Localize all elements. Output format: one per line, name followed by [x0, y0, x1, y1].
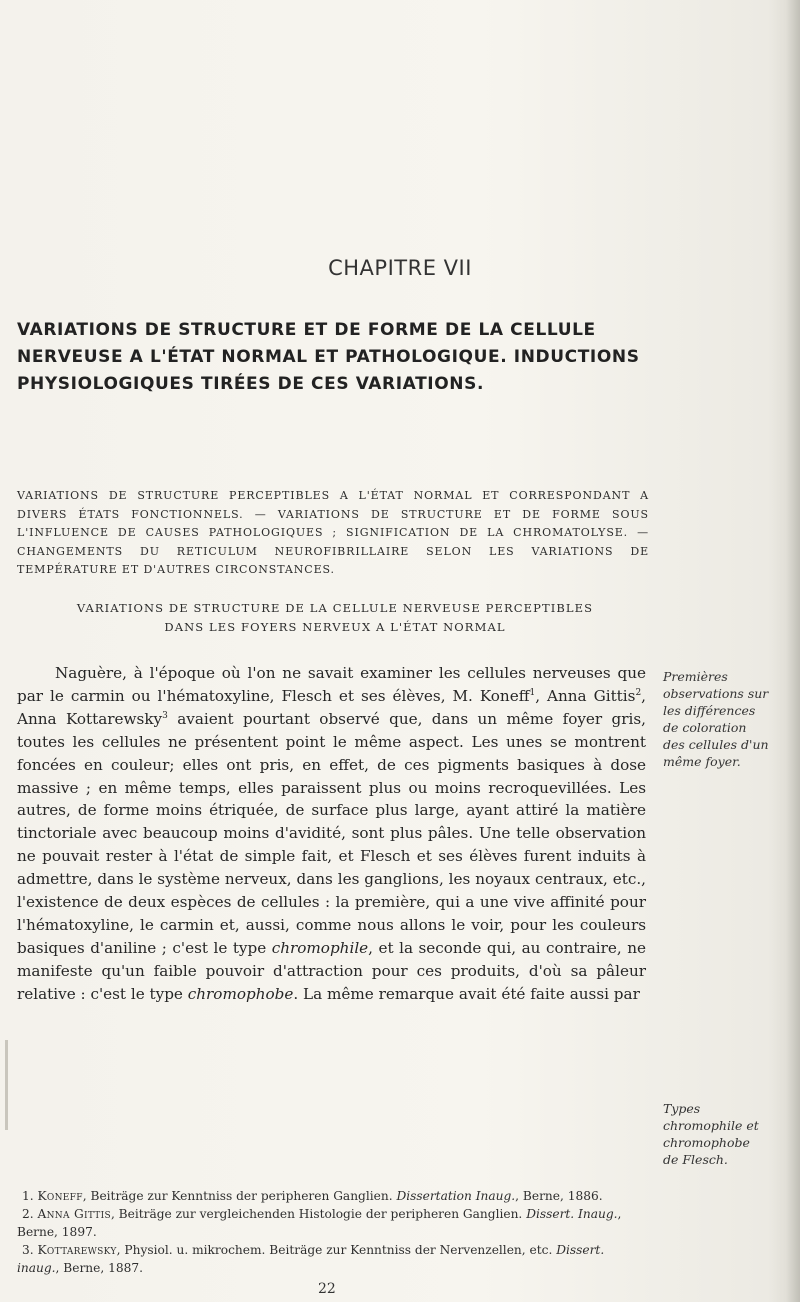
footnote-author: Kottarewsky [37, 1243, 117, 1258]
footnote-text: , Beiträge zur Kenntniss der peripheren Ganglien. [82, 1189, 397, 1203]
footnote-2 [17, 1206, 647, 1241]
footnote-title: Dissertation Inaug. [396, 1189, 516, 1203]
footnote-ref-3: 3 [162, 710, 168, 721]
footnote-number: 2. [22, 1207, 34, 1222]
paragraph-1 [17, 662, 646, 1006]
term-chromophile: chromophile [271, 938, 369, 957]
main-heading: VARIATIONS DE STRUCTURE ET DE FORME DE LA CELLULE NERVEUSE A L'ÉTAT NORMAL ET PATHOLOGIQUE. INDUCTIONS PHYSIOLOGIQUES TIRÉES DE CES VARIATIONS. [17, 320, 640, 394]
page-edge-shadow [786, 0, 800, 1302]
body-paragraph [17, 662, 646, 1006]
margin-note-observations: Premières observations sur les différences de coloration des cellules d'un même foyer. [663, 669, 769, 769]
footnote-text: , Beiträge zur vergleichenden Histologie der peripheren Ganglien. [110, 1207, 527, 1222]
text-segment: , et la seconde qui, au contraire, ne manifeste qu'un faible pouvoir d'attraction pour ces produits, d'où sa pâleur relative : c'est le type [17, 938, 646, 1003]
section-heading [0, 599, 670, 637]
margin-rule [5, 1040, 8, 1130]
footnote-title: Dissert. Inaug. [526, 1207, 618, 1222]
text-segment: Naguère, à l'époque où l'on ne savait examiner les cellules nerveuses que par le carmin ou l'hématoxyline, Flesch et ses élèves, M. Koneff [17, 664, 646, 705]
term-chromophobe: chromophobe [187, 984, 294, 1003]
footnote-1 [17, 1188, 647, 1205]
page-number: 22 [318, 1281, 336, 1297]
footnote-3 [17, 1242, 647, 1277]
footnote-number: 1. [22, 1189, 34, 1203]
text-segment: avaient pourtant observé que, dans un même foyer gris, toutes les cellules ne présentent point le même aspect. Les unes se montrent foncées en couleur; elles ont pris, en effet, de ces pigments basiques à dose massive ; en même temps, elles paraissent plus ou moins recroquevillées. Les autres, de forme moins étriquée, de surface plus large, ayant attiré la matière tinctoriale avec beaucoup moins d'avidité, sont plus pâles. Une telle observation ne pouvait rester à l'état de simple fait, et Flesch et ses élèves furent induits à admettre, dans le système nerveux, dans les ganglions, les noyaux centraux, etc., l'existence de deux espèces de cellules : la première, qui a une vive affinité pour l'hématoxyline, le carmin et, aussi, comme nous allons le voir, pour les couleurs basiques d'aniline ; c'est le type [17, 709, 646, 957]
section-heading-line-1: VARIATIONS DE STRUCTURE DE LA CELLULE NERVEUSE PERCEPTIBLES [76, 601, 594, 615]
margin-note-types: Types chromophile et chromophobe de Flesch. [663, 1101, 759, 1167]
chapter-summary: VARIATIONS DE STRUCTURE PERCEPTIBLES A L'ÉTAT NORMAL ET CORRESPONDANT A DIVERS ÉTATS FONCTIONNELS. — VARIATIONS DE STRUCTURE ET DE FORME SOUS L'INFLUENCE DE CAUSES PATHOLOGIQUES ; SIGNIFICATION DE LA CHROMATOLYSE. — CHANGEMENTS DU RETICULUM NEUROFIBRILLAIRE SELON LES VARIATIONS DE TEMPÉRATURE ET D'AUTRES CIRCONSTANCES. [17, 489, 649, 576]
footnote-text: , Berne, 1887. [55, 1260, 143, 1275]
footnote-ref-1: 1 [529, 687, 536, 698]
text-segment: , Anna Gittis [535, 686, 636, 705]
footnote-author: Anna Gittis [37, 1207, 111, 1222]
footnote-text: , Physiol. u. mikrochem. Beiträge zur Kenntniss der Nervenzellen, etc. [116, 1243, 557, 1258]
footnote-number: 3. [22, 1243, 34, 1258]
section-heading-line-2: DANS LES FOYERS NERVEUX A L'ÉTAT NORMAL [164, 620, 506, 634]
footnotes [17, 1188, 647, 1278]
text-segment: , Anna Kottarewsky [17, 686, 646, 728]
chapter-title: CHAPITRE VII [328, 256, 472, 280]
footnote-ref-2: 2 [635, 687, 642, 698]
footnote-author: Koneff [37, 1189, 83, 1203]
text-segment: . La même remarque avait été faite aussi par [293, 984, 640, 1003]
footnote-text: , Berne, 1886. [515, 1189, 603, 1203]
footnote-text: , Berne, 1897. [17, 1207, 622, 1239]
footnote-title: Dissert. inaug. [17, 1243, 605, 1275]
